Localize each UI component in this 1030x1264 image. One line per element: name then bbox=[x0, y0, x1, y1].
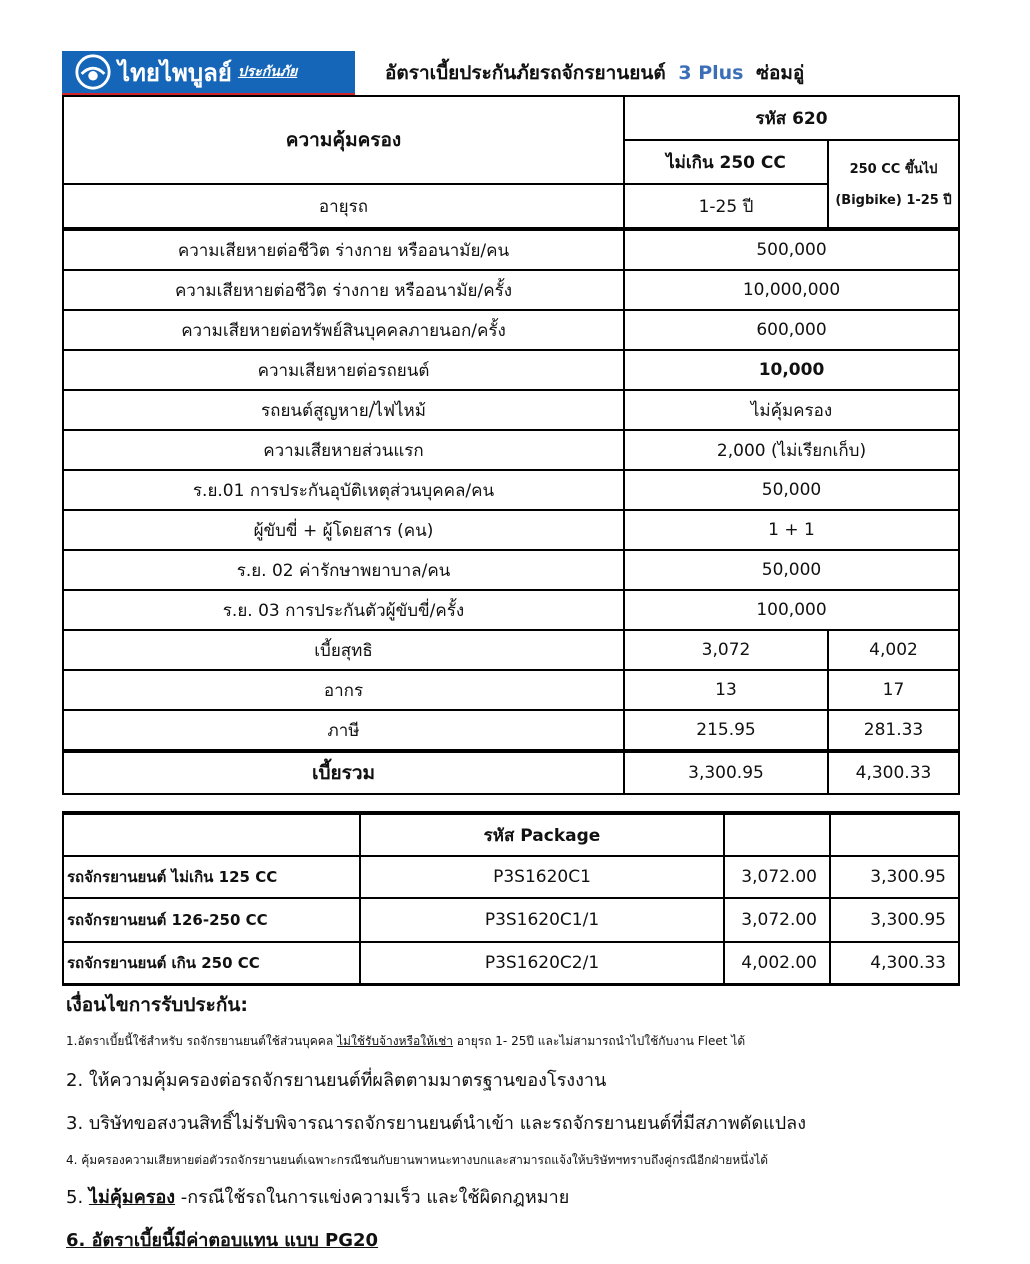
package-row-net: 4,002.00 bbox=[724, 942, 830, 985]
package-row-label: รถจักรยานยนต์ ไม่เกิน 125 CC bbox=[63, 856, 360, 898]
premium-value-over-250: 4,002 bbox=[828, 630, 959, 670]
condition-5-part-b: ไม่คุ้มครอง bbox=[88, 1187, 176, 1208]
package-header-blank bbox=[724, 813, 830, 856]
package-row-total: 3,300.95 bbox=[830, 898, 959, 942]
condition-3: 3. บริษัทขอสงวนสิทธิ์ไม่รับพิจารณารถจักรยานยนต์นำเข้า และรถจักรยานยนต์ที่มีสภาพดัดแปลง bbox=[66, 1113, 807, 1134]
coverage-table bbox=[62, 95, 960, 795]
coverage-row bbox=[63, 550, 959, 590]
package-row-total: 4,300.33 bbox=[830, 942, 959, 985]
premium-row-label: อากร bbox=[63, 670, 624, 710]
coverage-row bbox=[63, 470, 959, 510]
coverage-row-value: 50,000 bbox=[624, 470, 959, 510]
age-value: 1-25 ปี bbox=[624, 184, 828, 229]
package-row-total: 3,300.95 bbox=[830, 856, 959, 898]
premium-row-label: เบี้ยสุทธิ bbox=[63, 630, 624, 670]
total-row bbox=[63, 751, 959, 794]
coverage-row bbox=[63, 310, 959, 350]
coverage-row-label: ความเสียหายส่วนแรก bbox=[63, 430, 624, 470]
premium-value-over-250: 281.33 bbox=[828, 710, 959, 751]
title-suffix: ซ่อมอู่ bbox=[756, 62, 805, 84]
coverage-row-value: 600,000 bbox=[624, 310, 959, 350]
coverage-row-value: 1 + 1 bbox=[624, 510, 959, 550]
company-logo bbox=[62, 51, 355, 96]
title-plus: 3 Plus bbox=[678, 62, 744, 84]
total-value-under-250: 3,300.95 bbox=[624, 751, 828, 794]
coverage-row-value: 100,000 bbox=[624, 590, 959, 630]
condition-2: 2. ให้ความคุ้มครองต่อรถจักรยานยนต์ที่ผลิตตามมาตรฐานของโรงงาน bbox=[66, 1070, 607, 1091]
package-row-net: 3,072.00 bbox=[724, 898, 830, 942]
coverage-row-label: ร.ย.01 การประกันอุบัติเหตุส่วนบุคคล/คน bbox=[63, 470, 624, 510]
col-over-250-header bbox=[828, 140, 959, 229]
coverage-header: ความคุ้มครอง bbox=[63, 96, 624, 184]
premium-row bbox=[63, 670, 959, 710]
condition-1 bbox=[66, 1032, 966, 1051]
package-row-net: 3,072.00 bbox=[724, 856, 830, 898]
premium-row bbox=[63, 630, 959, 670]
condition-1-part-c: อายุรถ 1- 25ปี และไม่สามารถนำไปใช้กับงาน Fleet ได้ bbox=[452, 1034, 746, 1048]
age-label: อายุรถ bbox=[63, 184, 624, 229]
package-header-blank bbox=[830, 813, 959, 856]
coverage-row-label: ร.ย. 02 ค่ารักษาพยาบาล/คน bbox=[63, 550, 624, 590]
col-over-250-line2: (Bigbike) 1-25 ปี bbox=[835, 193, 952, 208]
coverage-row-label: ผู้ขับขี่ + ผู้โดยสาร (คน) bbox=[63, 510, 624, 550]
condition-5-part-c: -กรณีใช้รถในการแข่งความเร็ว และใช้ผิดกฎหมาย bbox=[175, 1187, 570, 1208]
conditions-title: เงื่อนไขการรับประกัน: bbox=[66, 994, 248, 1016]
condition-1-part-b: ไม่ใช้รับจ้างหรือให้เช่า bbox=[337, 1034, 453, 1048]
coverage-row bbox=[63, 229, 959, 270]
condition-1-part-a: 1.อัตราเบี้ยนี้ใช้สำหรับ รถจักรยานยนต์ใช้ส่วนบุคคล bbox=[66, 1034, 338, 1048]
company-emblem-icon bbox=[74, 53, 112, 91]
coverage-row-label: ร.ย. 03 การประกันตัวผู้ขับขี่/ครั้ง bbox=[63, 590, 624, 630]
coverage-row bbox=[63, 390, 959, 430]
coverage-row-value: 2,000 (ไม่เรียกเก็บ) bbox=[624, 430, 959, 470]
condition-5 bbox=[66, 1182, 966, 1211]
premium-value-under-250: 3,072 bbox=[624, 630, 828, 670]
page-title bbox=[385, 58, 804, 88]
premium-value-under-250: 215.95 bbox=[624, 710, 828, 751]
premium-value-under-250: 13 bbox=[624, 670, 828, 710]
premium-value-over-250: 17 bbox=[828, 670, 959, 710]
coverage-row-value: 500,000 bbox=[624, 229, 959, 270]
condition-5-part-a: 5. bbox=[66, 1187, 89, 1208]
package-row-code: P3S1620C1/1 bbox=[360, 898, 724, 942]
package-row bbox=[63, 942, 959, 985]
total-label: เบี้ยรวม bbox=[63, 751, 624, 794]
premium-row-label: ภาษี bbox=[63, 710, 624, 751]
coverage-row-value: 10,000,000 bbox=[624, 270, 959, 310]
premium-row bbox=[63, 710, 959, 751]
package-row-label: รถจักรยานยนต์ 126-250 CC bbox=[63, 898, 360, 942]
coverage-row bbox=[63, 590, 959, 630]
coverage-row-label: ความเสียหายต่อทรัพย์สินบุคคลภายนอก/ครั้ง bbox=[63, 310, 624, 350]
coverage-row-value: 10,000 bbox=[624, 350, 959, 390]
coverage-row-label: ความเสียหายต่อชีวิต ร่างกาย หรืออนามัย/คน bbox=[63, 229, 624, 270]
logo-name: ไทยไพบูลย์ bbox=[118, 58, 232, 87]
conditions-section bbox=[66, 990, 966, 1254]
coverage-row bbox=[63, 430, 959, 470]
coverage-row bbox=[63, 270, 959, 310]
coverage-row-label: รถยนต์สูญหาย/ไฟไหม้ bbox=[63, 390, 624, 430]
coverage-row-value: ไม่คุ้มครอง bbox=[624, 390, 959, 430]
coverage-row-label: ความเสียหายต่อรถยนต์ bbox=[63, 350, 624, 390]
package-row bbox=[63, 898, 959, 942]
code-header: รหัส 620 bbox=[624, 96, 959, 140]
coverage-row bbox=[63, 510, 959, 550]
package-row-code: P3S1620C1 bbox=[360, 856, 724, 898]
condition-6: 6. อัตราเบี้ยนี้มีค่าตอบแทน แบบ PG20 bbox=[66, 1230, 379, 1251]
package-row-label: รถจักรยานยนต์ เกิน 250 CC bbox=[63, 942, 360, 985]
package-row bbox=[63, 856, 959, 898]
package-row-code: P3S1620C2/1 bbox=[360, 942, 724, 985]
logo-subtitle: ประกันภัย bbox=[237, 64, 298, 80]
condition-4: 4. คุ้มครองความเสียหายต่อตัวรถจักรยานยนต์เฉพาะกรณีชนกับยานพาหนะทางบกและสามารถแจ้งให้บริษัทฯทราบถึงคู่กรณีอีกฝ่ายหนึ่งได้ bbox=[66, 1153, 769, 1167]
coverage-row bbox=[63, 350, 959, 390]
coverage-row-label: ความเสียหายต่อชีวิต ร่างกาย หรืออนามัย/ครั้ง bbox=[63, 270, 624, 310]
title-prefix: อัตราเบี้ยประกันภัยรถจักรยานยนต์ bbox=[385, 62, 666, 84]
col-over-250-line1: 250 CC ขึ้นไป bbox=[849, 162, 938, 177]
package-header-row bbox=[63, 813, 959, 856]
total-value-over-250: 4,300.33 bbox=[828, 751, 959, 794]
package-header-blank bbox=[63, 813, 360, 856]
col-under-250-header: ไม่เกิน 250 CC bbox=[624, 140, 828, 184]
package-table bbox=[62, 811, 960, 986]
coverage-row-value: 50,000 bbox=[624, 550, 959, 590]
package-code-header: รหัส Package bbox=[360, 813, 724, 856]
